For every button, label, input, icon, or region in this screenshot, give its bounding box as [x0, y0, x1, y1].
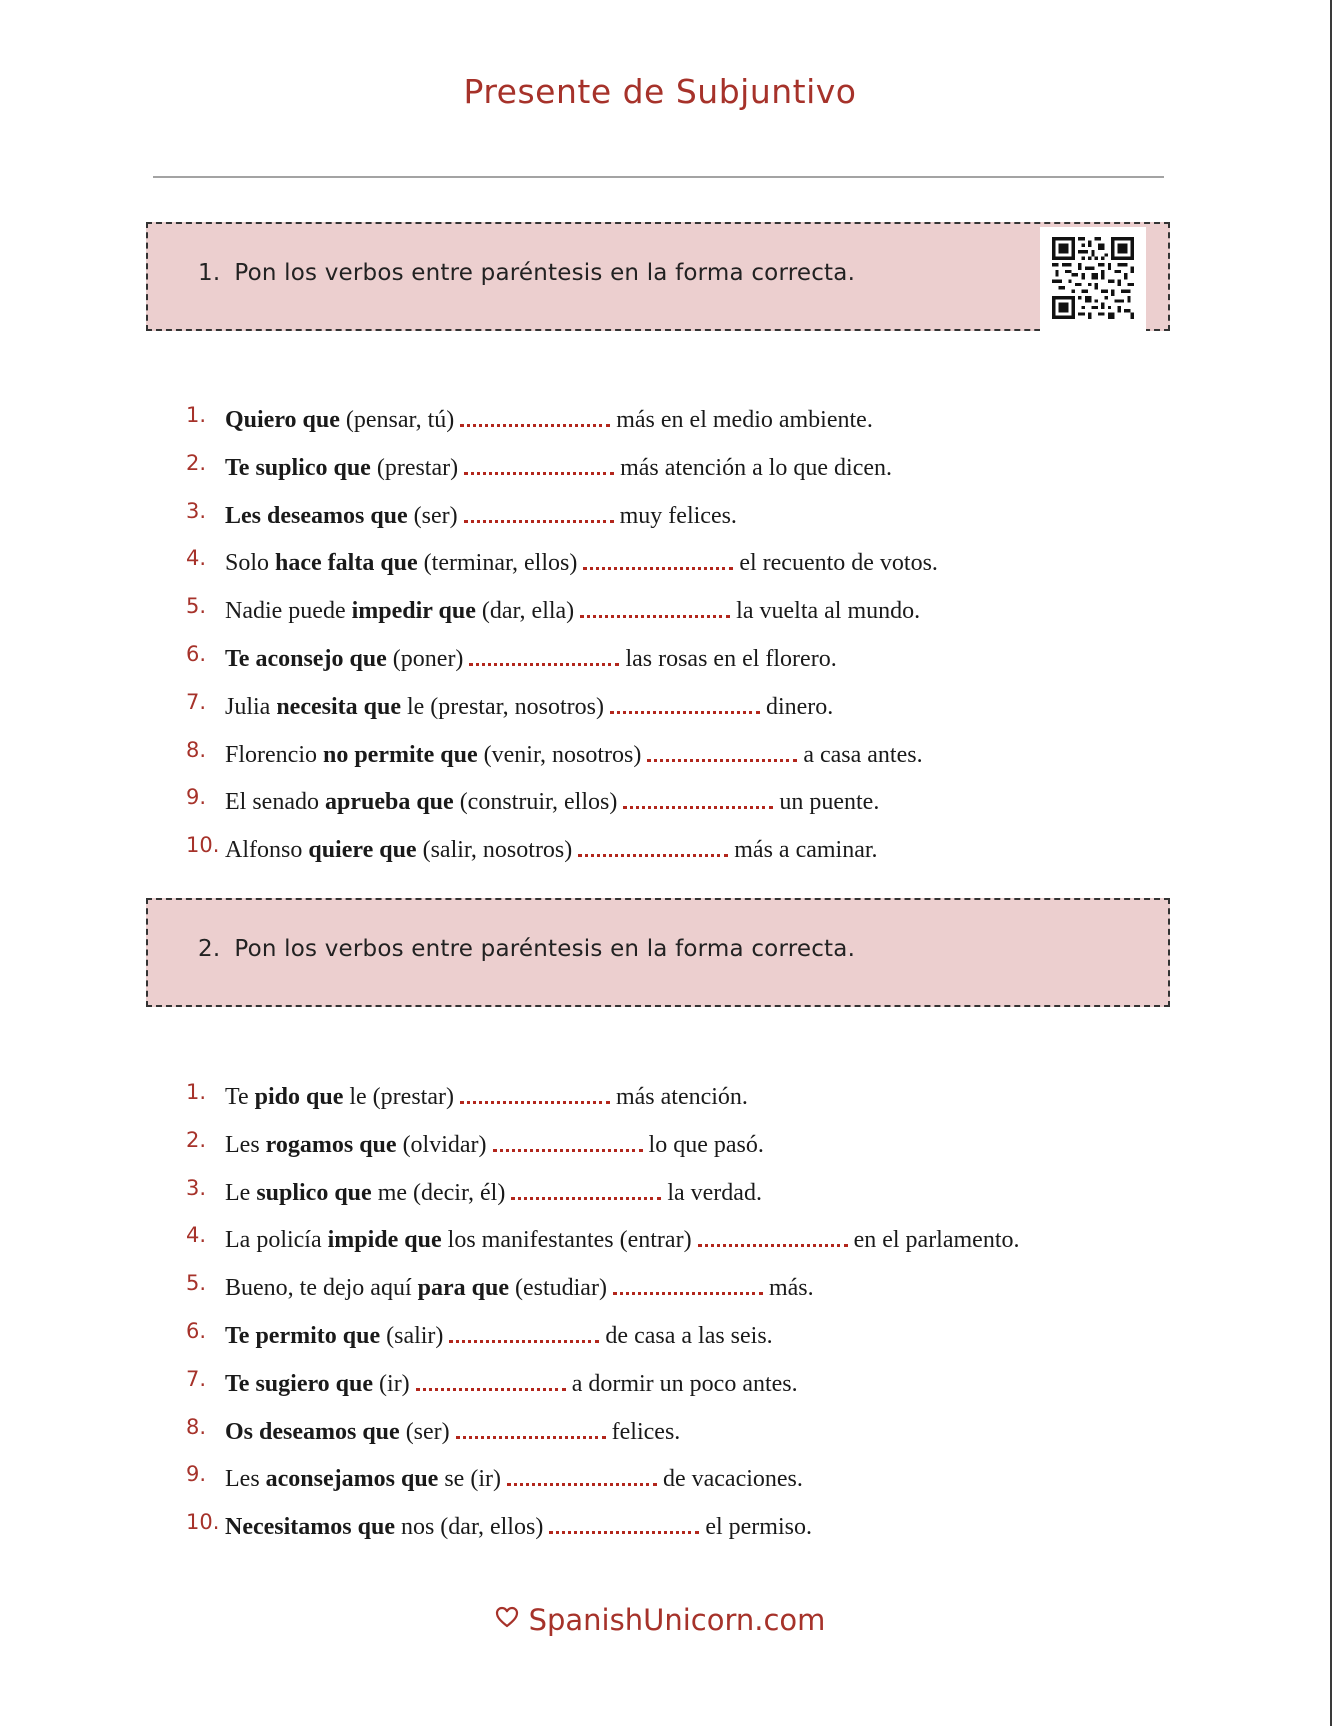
item-sentence: Solo hace falta que (terminar, ellos) el recuento de votos. — [225, 541, 938, 580]
item-sentence: Te permito que (salir) de casa a las seis. — [225, 1314, 773, 1353]
list-item — [0, 733, 1320, 781]
answer-blank[interactable] — [416, 1362, 566, 1391]
footer-link[interactable]: SpanishUnicorn.com — [528, 1603, 826, 1637]
answer-blank[interactable] — [507, 1457, 657, 1486]
item-sentence: Te sugiero que (ir) a dormir un poco antes. — [225, 1362, 798, 1401]
list-item — [0, 541, 1320, 589]
item-number: 9. — [186, 1462, 207, 1487]
item-number: 6. — [186, 641, 207, 666]
item-number: 5. — [186, 594, 207, 619]
item-sentence: Te aconsejo que (poner) las rosas en el florero. — [225, 637, 837, 676]
item-number: 2. — [186, 450, 207, 475]
answer-blank[interactable] — [469, 637, 619, 666]
exercise-2-instruction-box — [146, 898, 1170, 1007]
item-number: 3. — [186, 1175, 207, 1200]
page-title: Presente de Subjuntivo — [463, 72, 857, 111]
item-sentence: Te pido que le (prestar) más atención. — [225, 1075, 748, 1114]
footer — [0, 1603, 1320, 1639]
exercise-1-instruction — [198, 260, 855, 286]
answer-blank[interactable] — [623, 780, 773, 809]
item-number: 3. — [186, 498, 207, 523]
list-item — [0, 398, 1320, 446]
list-item — [0, 1505, 1320, 1553]
list-item — [0, 1266, 1320, 1314]
item-number: 8. — [186, 1414, 207, 1439]
list-item — [0, 637, 1320, 685]
exercise-2-instruction-text: Pon los verbos entre paréntesis en la forma correcta. — [234, 936, 856, 962]
answer-blank[interactable] — [464, 494, 614, 523]
list-item — [0, 1314, 1320, 1362]
list-item — [0, 780, 1320, 828]
item-number: 1. — [186, 403, 207, 427]
list-item — [0, 1123, 1320, 1171]
answer-blank[interactable] — [493, 1123, 643, 1152]
exercise-1-number: 1. — [198, 260, 221, 286]
exercise-2-list — [0, 1075, 1320, 1553]
item-sentence: Os deseamos que (ser) felices. — [225, 1410, 680, 1449]
item-sentence: Les rogamos que (olvidar) lo que pasó. — [225, 1123, 764, 1162]
item-number: 4. — [186, 546, 207, 571]
list-item — [0, 1218, 1320, 1266]
answer-blank[interactable] — [613, 1266, 763, 1295]
item-sentence: Les aconsejamos que se (ir) de vacaciones. — [225, 1457, 803, 1496]
item-sentence: Les deseamos que (ser) muy felices. — [225, 494, 737, 533]
answer-blank[interactable] — [580, 589, 730, 618]
item-number: 1. — [186, 1080, 207, 1104]
item-number: 7. — [186, 689, 207, 714]
item-number: 9. — [186, 785, 207, 810]
answer-blank[interactable] — [578, 828, 728, 857]
answer-blank[interactable] — [647, 733, 797, 762]
answer-blank[interactable] — [610, 685, 760, 714]
item-sentence: Bueno, te dejo aquí para que (estudiar) más. — [225, 1266, 814, 1305]
item-sentence: Le suplico que me (decir, él) la verdad. — [225, 1171, 762, 1210]
item-sentence: Alfonso quiere que (salir, nosotros) más a caminar. — [225, 828, 878, 867]
item-number: 7. — [186, 1366, 207, 1391]
exercise-1-instruction-box — [146, 222, 1170, 331]
item-number: 4. — [186, 1223, 207, 1248]
answer-blank[interactable] — [456, 1410, 606, 1439]
exercise-1-instruction-text: Pon los verbos entre paréntesis en la forma correcta. — [234, 260, 856, 286]
item-sentence: Quiero que (pensar, tú) más en el medio ambiente. — [225, 398, 873, 437]
item-sentence: La policía impide que los manifestantes (entrar) en el parlamento. — [225, 1218, 1020, 1257]
list-item — [0, 828, 1320, 876]
answer-blank[interactable] — [698, 1218, 848, 1247]
exercise-2-instruction — [198, 936, 855, 962]
item-number: 10. — [186, 1510, 220, 1535]
list-item — [0, 446, 1320, 494]
list-item — [0, 1410, 1320, 1458]
answer-blank[interactable] — [464, 446, 614, 475]
qr-code-icon[interactable] — [1040, 227, 1146, 331]
item-number: 6. — [186, 1318, 207, 1343]
list-item — [0, 1171, 1320, 1219]
item-number: 10. — [186, 833, 220, 858]
item-number: 2. — [186, 1127, 207, 1152]
item-sentence: Julia necesita que le (prestar, nosotros) dinero. — [225, 685, 833, 724]
item-sentence: Necesitamos que nos (dar, ellos) el permiso. — [225, 1505, 812, 1544]
heart-icon — [495, 1602, 519, 1636]
list-item — [0, 685, 1320, 733]
list-item — [0, 494, 1320, 542]
answer-blank[interactable] — [460, 1075, 610, 1104]
list-item — [0, 589, 1320, 637]
item-sentence: Nadie puede impedir que (dar, ella) la vuelta al mundo. — [225, 589, 920, 628]
answer-blank[interactable] — [449, 1314, 599, 1343]
answer-blank[interactable] — [549, 1505, 699, 1534]
answer-blank[interactable] — [583, 541, 733, 570]
item-sentence: El senado aprueba que (construir, ellos) un puente. — [225, 780, 879, 819]
answer-blank[interactable] — [460, 398, 610, 427]
list-item — [0, 1457, 1320, 1505]
item-sentence: Florencio no permite que (venir, nosotros) a casa antes. — [225, 733, 923, 772]
item-number: 5. — [186, 1271, 207, 1296]
list-item — [0, 1075, 1320, 1123]
list-item — [0, 1362, 1320, 1410]
title-divider — [153, 176, 1164, 178]
item-number: 8. — [186, 737, 207, 762]
exercise-1-list — [0, 398, 1320, 876]
exercise-2-number: 2. — [198, 936, 221, 962]
item-sentence: Te suplico que (prestar) más atención a lo que dicen. — [225, 446, 892, 485]
answer-blank[interactable] — [511, 1171, 661, 1200]
